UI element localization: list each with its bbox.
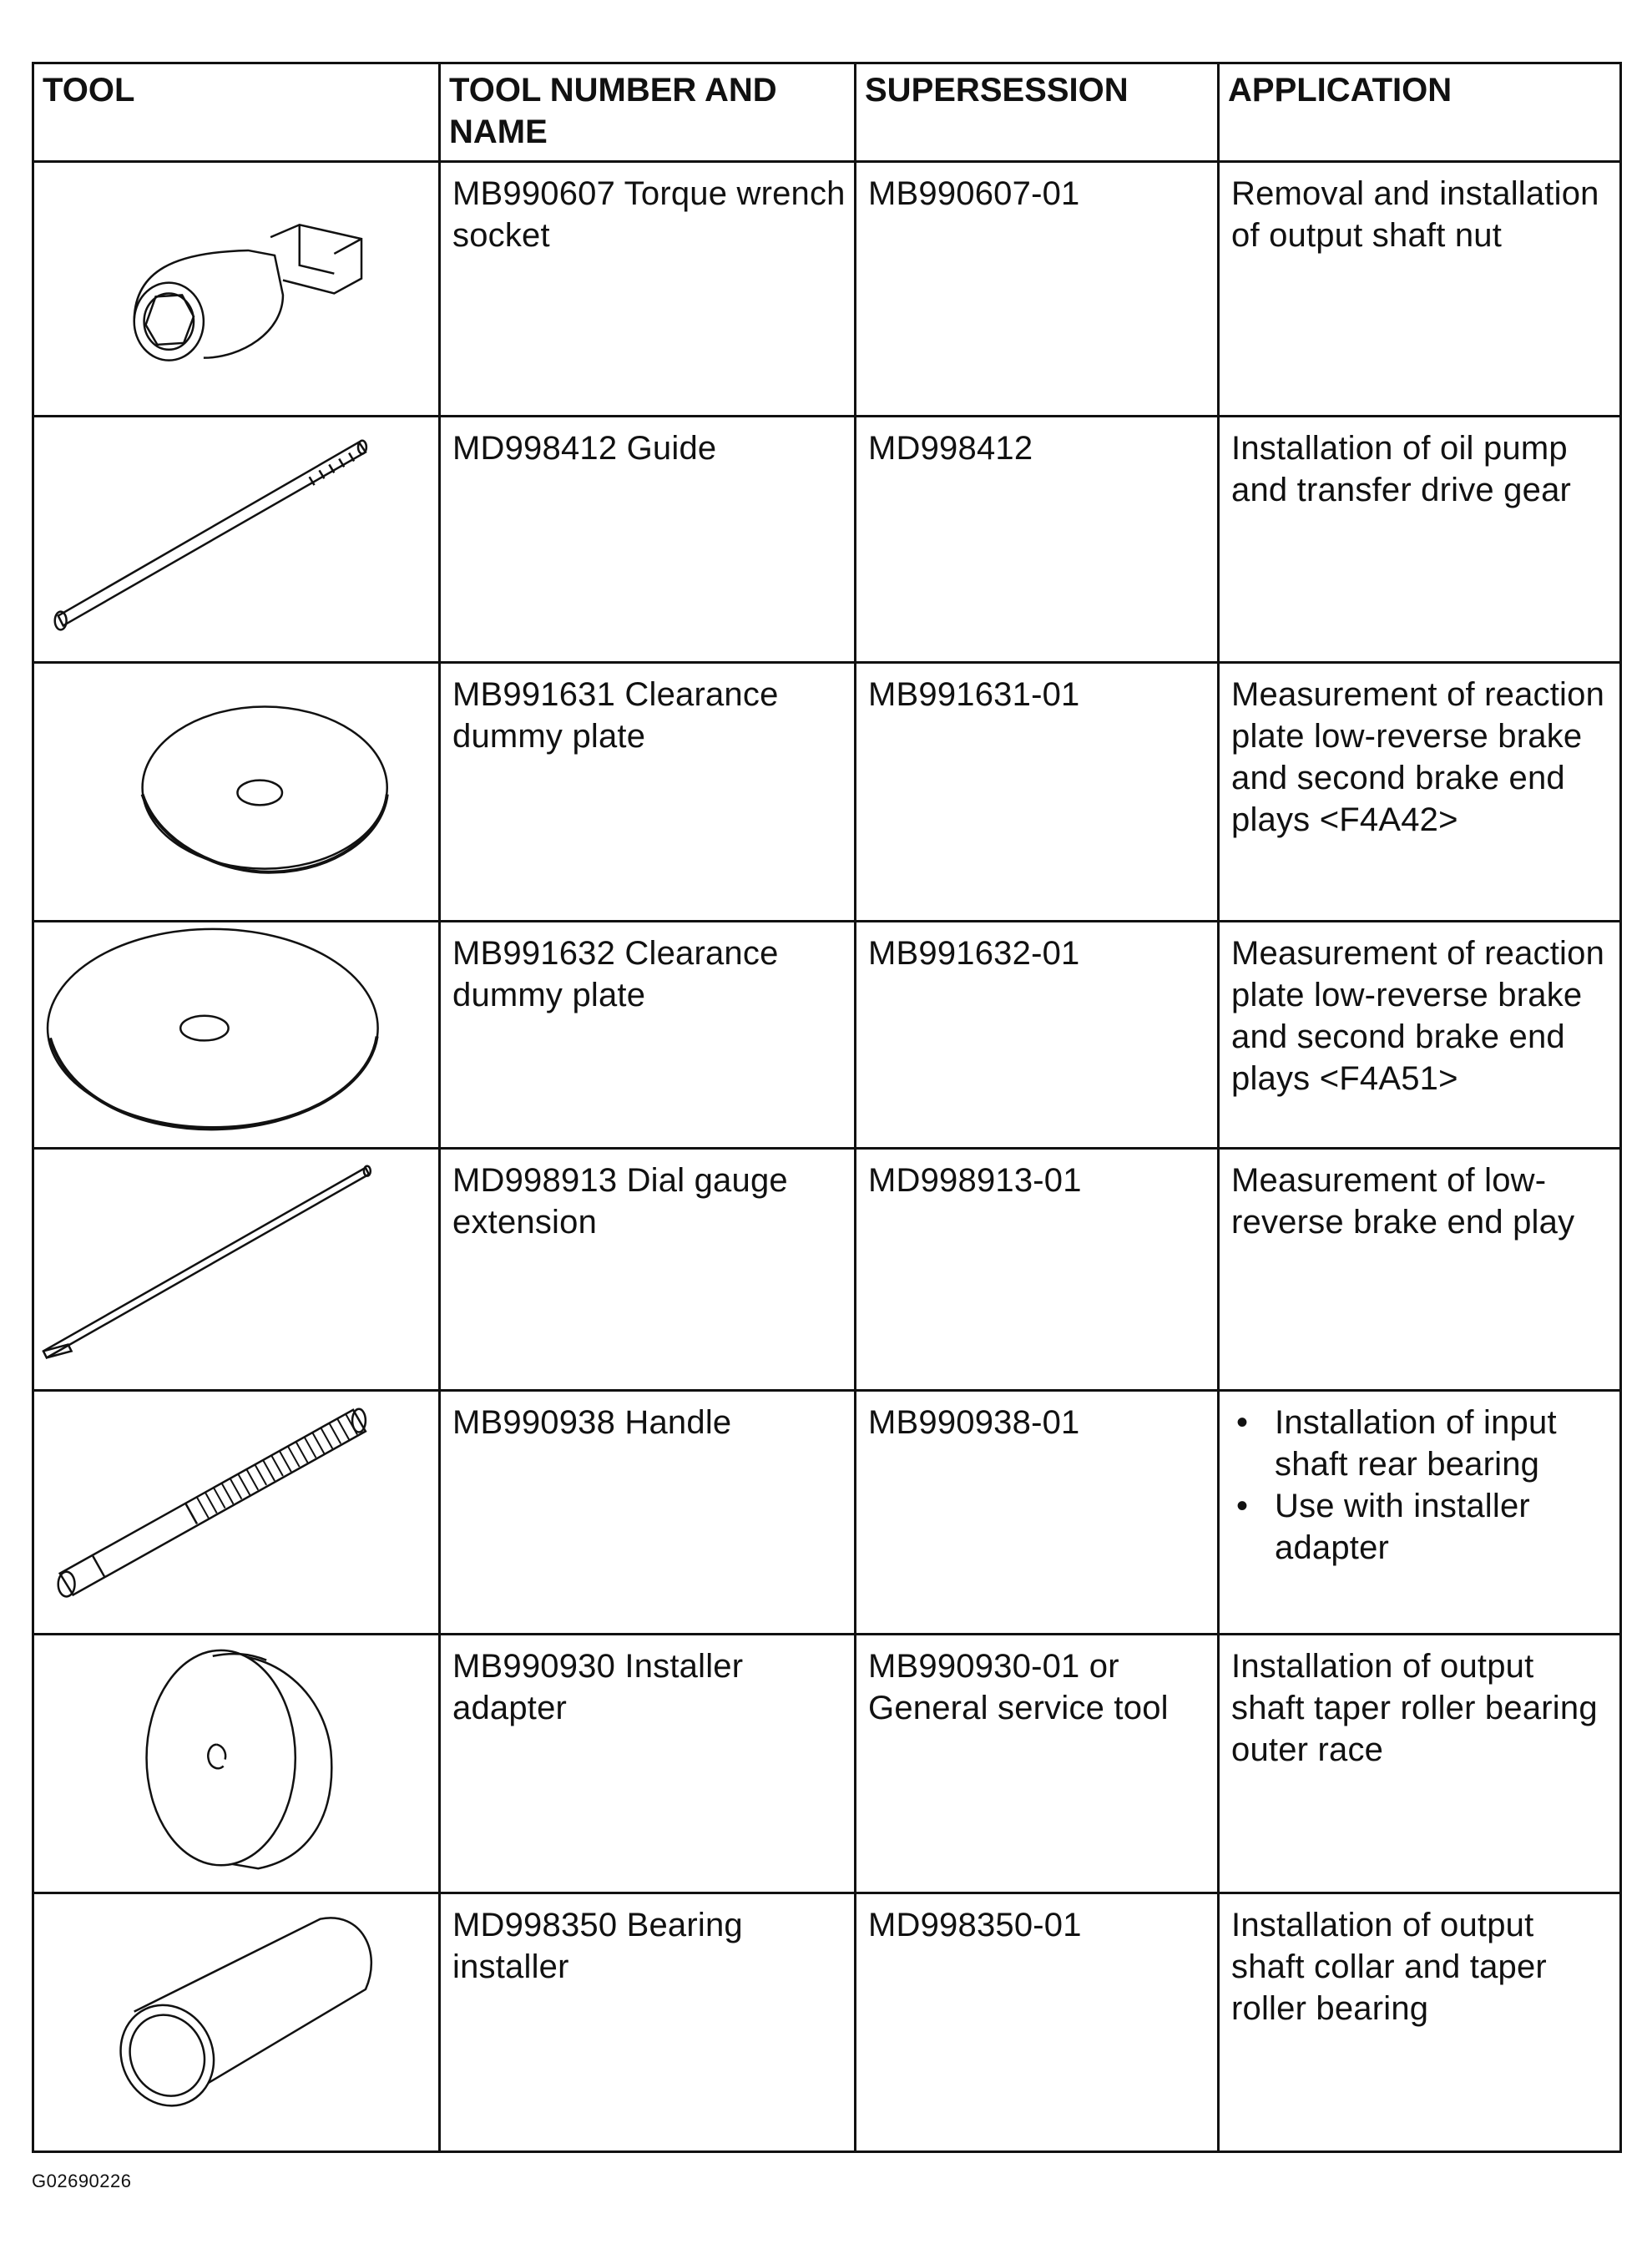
tool-image-cell (33, 663, 440, 922)
torque-wrench-socket-icon (34, 163, 438, 415)
tool-image-cell (33, 922, 440, 1149)
application: Measurement of reaction plate low-reverse brake and second brake end plays <F4A42> (1219, 663, 1621, 922)
application: Measurement of low-reverse brake end play (1219, 1149, 1621, 1391)
supersession: MB991632-01 (856, 922, 1219, 1149)
tool-image-cell (33, 1635, 440, 1893)
supersession: MD998350-01 (856, 1893, 1219, 2152)
tool-image-cell (33, 417, 440, 663)
supersession: MB991631-01 (856, 663, 1219, 922)
table-row (33, 1893, 1621, 2152)
special-tools-table (32, 62, 1622, 2153)
table-row (33, 922, 1621, 1149)
tool-number-name: MB991632 Clearance dummy plate (440, 922, 856, 1149)
installer-adapter-icon (34, 1635, 438, 1892)
dial-gauge-extension-icon (34, 1150, 438, 1389)
application: Installation of output shaft taper roller bearing outer race (1219, 1635, 1621, 1893)
application: Installation of output shaft collar and taper roller bearing (1219, 1893, 1621, 2152)
handle-icon (34, 1392, 438, 1633)
tool-image-cell (33, 162, 440, 417)
tool-image-cell (33, 1149, 440, 1391)
list-item: • Installation of input shaft rear bearing (1275, 1402, 1611, 1485)
header-supersession: SUPERSESSION (856, 63, 1219, 162)
table-row (33, 417, 1621, 663)
tool-number-name: MB991631 Clearance dummy plate (440, 663, 856, 922)
header-row (33, 63, 1621, 162)
figure-code: G02690226 (32, 2171, 132, 2191)
guide-rod-icon (34, 417, 438, 661)
header-tool: TOOL (33, 63, 440, 162)
tool-image-cell (33, 1893, 440, 2152)
tool-number-name: MD998412 Guide (440, 417, 856, 663)
clearance-dummy-plate-icon (34, 664, 438, 920)
list-item: • Use with installer adapter (1275, 1485, 1611, 1569)
supersession: MB990930-01 or General service tool (856, 1635, 1219, 1893)
supersession: MB990607-01 (856, 162, 1219, 417)
tool-number-name: MD998350 Bearing installer (440, 1893, 856, 2152)
tool-number-name: MB990607 Torque wrench socket (440, 162, 856, 417)
application: Installation of oil pump and transfer drive gear (1219, 417, 1621, 663)
application (1219, 1391, 1621, 1635)
application: Removal and installation of output shaft nut (1219, 162, 1621, 417)
table-row (33, 1635, 1621, 1893)
supersession: MB990938-01 (856, 1391, 1219, 1635)
header-tool-number-name: TOOL NUMBER AND NAME (440, 63, 856, 162)
header-application: APPLICATION (1219, 63, 1621, 162)
table-row (33, 1149, 1621, 1391)
tool-number-name: MB990930 Installer adapter (440, 1635, 856, 1893)
tool-number-name: MD998913 Dial gauge extension (440, 1149, 856, 1391)
table-row (33, 1391, 1621, 1635)
clearance-dummy-plate-large-icon (34, 922, 438, 1147)
table-row (33, 663, 1621, 922)
table-row (33, 162, 1621, 417)
tool-number-name: MB990938 Handle (440, 1391, 856, 1635)
application: Measurement of reaction plate low-reverse brake and second brake end plays <F4A51> (1219, 922, 1621, 1149)
tool-image-cell (33, 1391, 440, 1635)
bearing-installer-icon (34, 1894, 438, 2150)
application-list (1231, 1402, 1611, 1569)
supersession: MD998412 (856, 417, 1219, 663)
supersession: MD998913-01 (856, 1149, 1219, 1391)
